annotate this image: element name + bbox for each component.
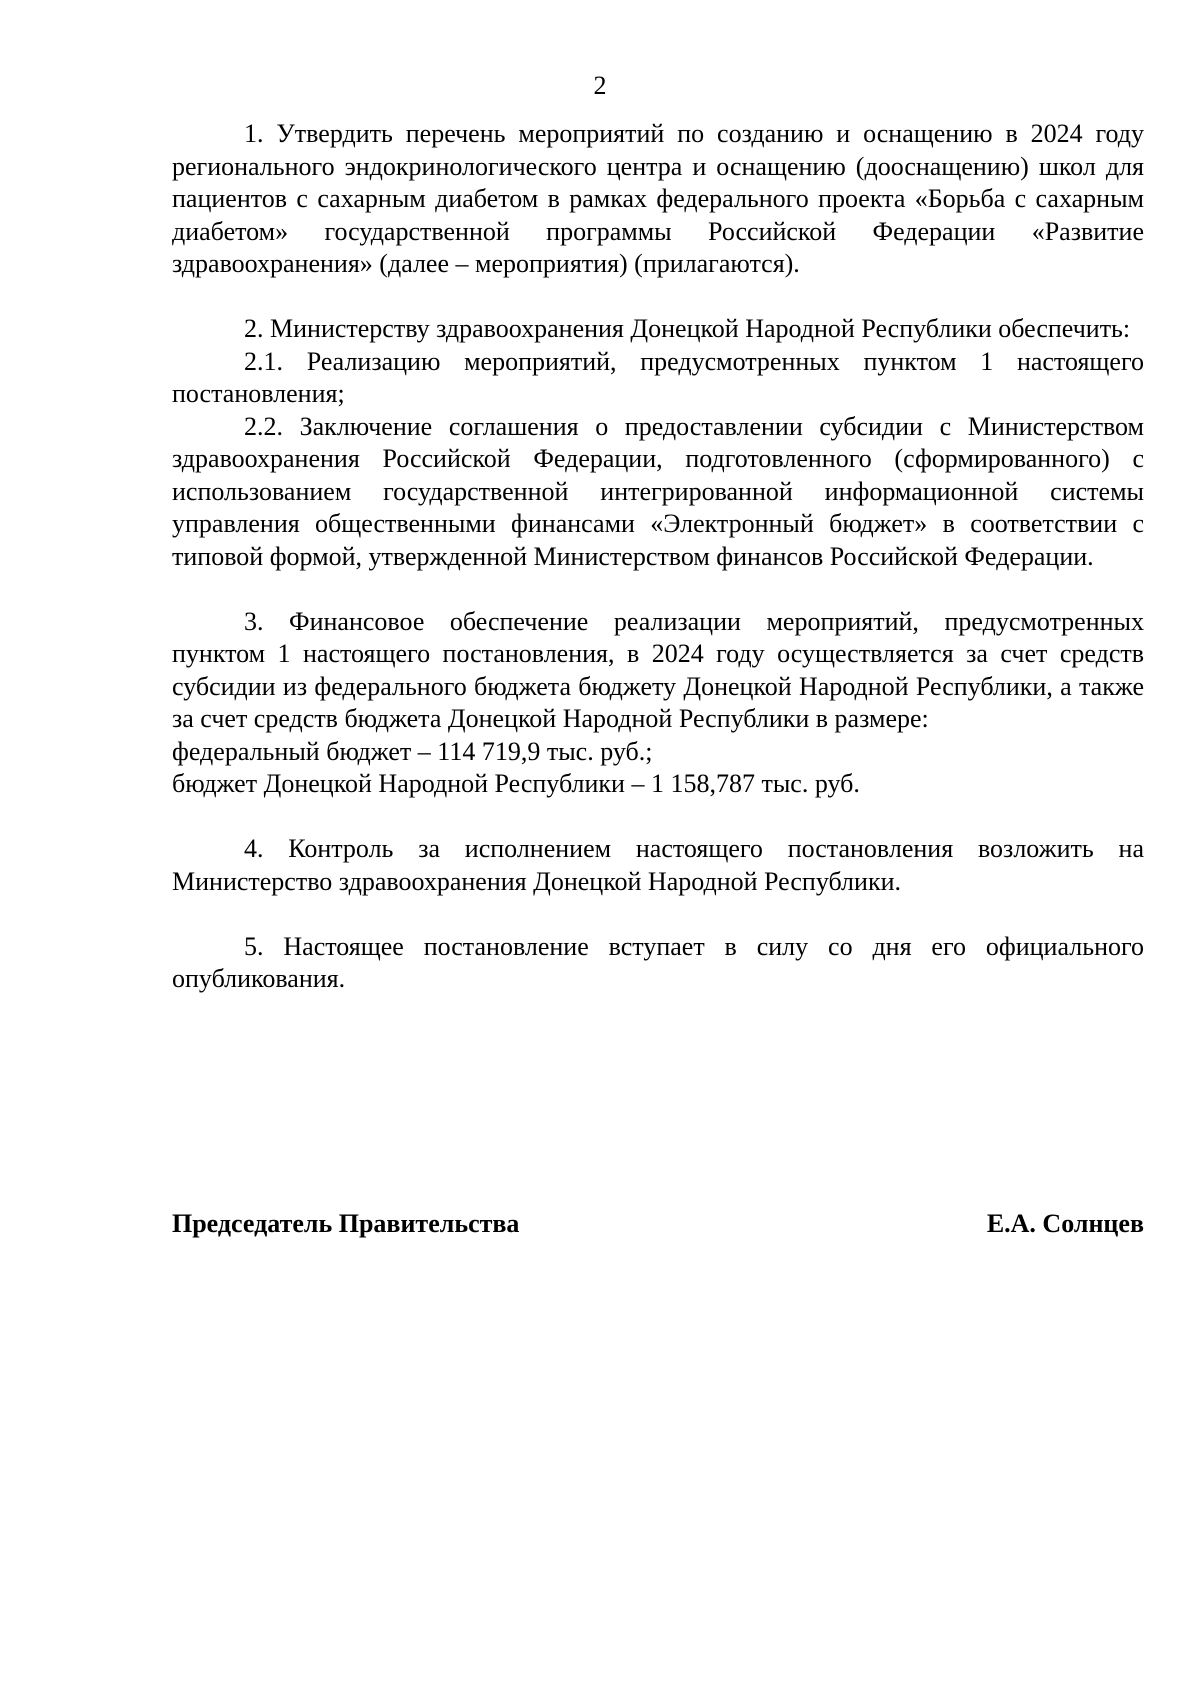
signatory-name: Е.А. Солнцев xyxy=(986,1209,1144,1238)
paragraph-gap xyxy=(172,573,1144,606)
document-body xyxy=(172,118,1144,996)
page-number: 2 xyxy=(593,71,607,100)
paragraph-5: 5. Настоящее постановление вступает в силу со дня его официального опубликования. xyxy=(172,931,1144,993)
signature-block xyxy=(172,1208,1144,1241)
paragraph-3-regional-budget: бюджет Донецкой Народной Республики – 1 158,787 тыс. руб. xyxy=(172,769,860,798)
signatory-position: Председатель Правительства xyxy=(172,1209,520,1238)
paragraph-gap xyxy=(172,801,1144,834)
paragraph-3: 3. Финансовое обеспечение реализации мероприятий, предусмотренных пунктом 1 настоящего постановления, в 2024 году осуществляется за счет средств субсидии из федерального бюджета бюджету Донецкой Народной Республики, а также за счет средств бюджета Донецкой Народной Республики в размере: xyxy=(172,606,1144,733)
paragraph-2: 2. Министерству здравоохранения Донецкой Народной Республики обеспечить: xyxy=(244,314,1131,343)
paragraph-2-2: 2.2. Заключение соглашения о предоставлении субсидии с Министерством здравоохранения Российской Федерации, подготовленного (сформированного) с использованием государственной интегрированной информационной системы управления общественными финансами «Электронный бюджет» в соответствии с типовой формой, утвержденной Министерством финансов Российской Федерации. xyxy=(172,411,1144,571)
paragraph-gap xyxy=(172,898,1144,931)
paragraph-gap xyxy=(172,281,1144,314)
paragraph-1: 1. Утвердить перечень мероприятий по созданию и оснащению в 2024 году регионального эндокринологического центра и оснащению (дооснащению) школ для пациентов с сахарным диабетом в рамках федерального проекта «Борьба с сахарным диабетом» государственной программы Российской Федерации «Развитие здравоохранения» (далее – мероприятия) (прилагаются). xyxy=(172,119,1144,278)
paragraph-4: 4. Контроль за исполнением настоящего постановления возложить на Министерство здравоохранения Донецкой Народной Республики. xyxy=(172,834,1144,896)
paragraph-3-federal-budget: федеральный бюджет – 114 719,9 тыс. руб.; xyxy=(172,736,653,766)
paragraph-2-1: 2.1. Реализацию мероприятий, предусмотренных пунктом 1 настоящего постановления; xyxy=(172,346,1144,408)
